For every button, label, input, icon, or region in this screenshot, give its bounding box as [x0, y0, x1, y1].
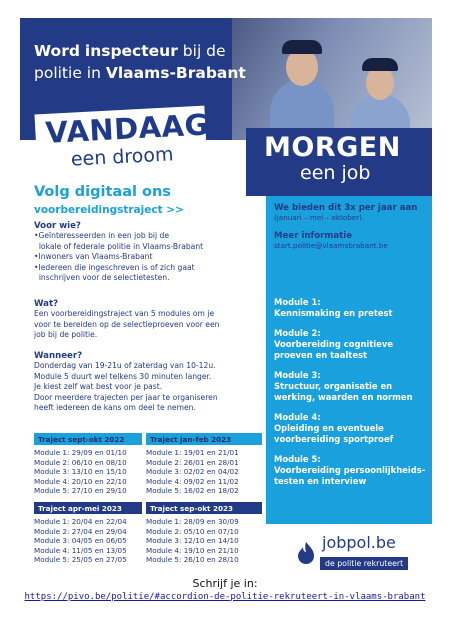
when-line: Module 5 duurt wel telkens 30 minuten langer. [34, 371, 212, 381]
module-item [274, 328, 430, 361]
schedule-row: Module 5: 26/10 en 28/10 [146, 555, 239, 565]
logo-tagline: de politie rekruteert [320, 557, 408, 570]
tomorrow-label [246, 128, 432, 196]
what-line: job bij de politie. [34, 330, 98, 339]
officer-left-cap [282, 40, 322, 54]
module-title: Module 1: [274, 297, 321, 307]
today-heading: VANDAAG [44, 107, 210, 150]
module-desc: Kennismaking en pretest [274, 308, 393, 318]
tomorrow-heading: MORGEN [264, 132, 401, 163]
schedule-row: Module 1: 29/09 en 01/10 [34, 448, 127, 457]
info-email[interactable]: start.politie@vlaamsbrabant.be [274, 241, 388, 250]
schedule-title: Traject sep-okt 2023 [146, 502, 262, 514]
module-desc: voorbereiding sportproef [274, 434, 394, 444]
schedule-row: Module 4: 20/10 en 22/10 [34, 476, 127, 486]
info-heading: Meer informatie [274, 231, 353, 241]
officer-right-head [366, 66, 394, 100]
module-title: Module 2: [274, 328, 321, 338]
who-item: •Geïnteresseerden in een job bij de [34, 231, 170, 240]
schedule-row: Module 3: 12/10 en 14/10 [146, 536, 239, 546]
module-title: Module 4: [274, 412, 321, 422]
signup-label: Schrijf je in: [192, 577, 258, 590]
what-line: Een voorbereidingstraject van 5 modules om je [34, 309, 215, 318]
module-item [274, 412, 430, 445]
when-line: Donderdag van 19-21u of zaterdag van 10-12u. [34, 361, 216, 370]
schedule-row: Module 5: 27/10 en 29/10 [34, 486, 127, 496]
module-desc: Voorbereiding cognitieve [274, 339, 393, 349]
schedule-row: Module 1: 28/09 en 30/09 [146, 517, 239, 526]
when-section [34, 351, 266, 414]
schedule-row: Module 1: 20/04 en 22/04 [34, 517, 127, 526]
page-title: Word inspecteur bij de politie in Vlaams-Brabant [34, 42, 246, 82]
what-section [34, 299, 266, 341]
police-flame-icon [296, 541, 316, 565]
module-desc: proeven en taaltest [274, 350, 367, 360]
module-title: Module 3: [274, 370, 321, 380]
schedule-row: Module 2: 27/04 en 29/04 [34, 526, 127, 536]
schedule-row: Module 3: 04/05 en 06/05 [34, 536, 127, 546]
who-item: lokale of federale politie in Vlaams-Brabant [34, 241, 204, 251]
what-question: Wat? [34, 299, 59, 309]
schedule-row: Module 4: 11/05 en 13/05 [34, 545, 127, 555]
intro-heading: Volg digitaal ons [34, 184, 171, 200]
modules-list [274, 297, 430, 487]
module-item [274, 370, 430, 403]
jobpol-logo: jobpol.be [322, 533, 396, 552]
info-content [274, 203, 432, 251]
schedule-title: Traject jan-feb 2023 [146, 433, 262, 445]
module-item [274, 297, 430, 319]
when-line: heeft iedereen de kans om deel te nemen. [34, 403, 196, 412]
schedule-block [34, 433, 142, 496]
when-line: Je kiest zelf wat best voor je past. [34, 382, 163, 391]
schedule-row: Module 4: 09/02 en 11/02 [146, 476, 239, 486]
schedule-row: Module 5: 25/05 en 27/05 [34, 555, 127, 565]
today-label [34, 106, 210, 177]
schedule-row: Module 2: 06/10 en 08/10 [34, 457, 127, 467]
module-desc: Opleiding en eventuele [274, 423, 384, 433]
schedule-row: Module 3: 13/10 en 15/10 [34, 467, 127, 477]
schedule-block [146, 502, 262, 565]
module-desc: testen en interview [274, 476, 367, 486]
schedule-block [34, 502, 142, 565]
when-question: Wanneer? [34, 351, 83, 361]
officer-right-cap [362, 58, 398, 71]
schedule-block [146, 433, 262, 496]
schedule-row: Module 2: 26/01 en 28/01 [146, 457, 239, 467]
what-line: voor te bereiden op de selectieproeven voor een [34, 319, 220, 329]
when-line: Door meerdere trajecten per jaar te organiseren [34, 392, 218, 402]
offer-heading: We bieden dit 3x per jaar aan [274, 203, 418, 213]
signup-link[interactable]: https://pivo.be/politie/#accordion-de-politie-rekruteert-in-vlaams-brabant [24, 592, 426, 602]
who-section [34, 221, 266, 284]
who-item: •Inwoners van Vlaams-Brabant [34, 252, 153, 261]
module-desc: werking, waarden en normen [274, 392, 413, 402]
module-desc: Structuur, organisatie en [274, 381, 393, 391]
schedule-row: Module 1: 19/01 en 21/01 [146, 448, 239, 457]
schedule-row: Module 5: 16/02 en 18/02 [146, 486, 239, 496]
tomorrow-subheading: een job [300, 162, 371, 184]
schedule-title: Traject sept-okt 2022 [34, 433, 142, 445]
who-item: inschrijven voor de selectietesten. [34, 273, 170, 282]
module-item [274, 454, 430, 487]
who-question: Voor wie? [34, 221, 81, 231]
today-subheading: een droom [70, 143, 175, 171]
schedule-row: Module 3: 02/02 en 04/02 [146, 467, 239, 477]
who-item: •Iedereen die ingeschreven is of zich gaat [34, 262, 195, 272]
module-desc: Voorbereiding persoonlijkheids- [274, 465, 426, 475]
schedule-row: Module 2: 05/10 en 07/10 [146, 526, 239, 536]
offer-subtext: (januari – mei – oktober). [274, 213, 365, 222]
module-title: Module 5: [274, 454, 321, 464]
intro-subheading: voorbereidingstraject >> [34, 204, 184, 216]
schedule-title: Traject apr-mei 2023 [34, 502, 142, 514]
schedule-row: Module 4: 19/10 en 21/10 [146, 545, 239, 555]
